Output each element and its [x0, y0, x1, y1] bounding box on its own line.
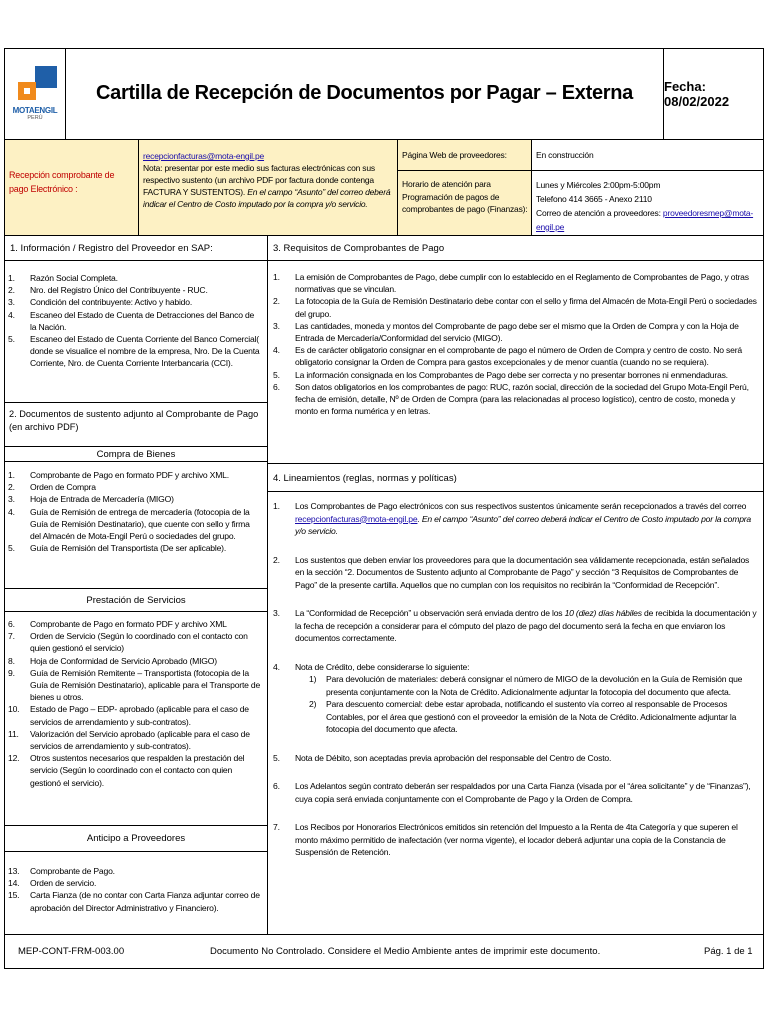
guideline-item-2: 2. Los sustentos que deben enviar los proveedores para que la documentación sea válidamente recepcionada, están señalados en la sección “2. Documentos de Sustento adjunto al Comprobante de Pago” y sección “3 Requisitos de Comprobantes de Pago” de la presente cartilla. Aquellos que no cumplan con los requisitos no recibirán la “Conformidad de Recepción”. — [273, 554, 750, 590]
compra-bienes-list — [8, 469, 262, 554]
list-item: 4. Guía de Remisión de entrega de mercadería (fotocopia de la Guía de Remisión Destinatario), que cuente con sello y firma del Almacén de Mota-Engil Perú o sociedades del grupo. — [8, 506, 250, 542]
section2-title: 2. Documentos de sustento adjunto al Comprobante de Pago (en archivo PDF) — [9, 409, 259, 432]
list-item: 2. Orden de Compra — [8, 482, 96, 493]
list-item: 3. Hoja de Entrada de Mercadería (MIGO) — [8, 494, 174, 505]
company-logo — [4, 48, 66, 139]
list-item: 1. Comprobante de Pago en formato PDF y archivo XML. — [8, 470, 229, 480]
web-label: Página Web de proveedores: — [402, 150, 507, 160]
list-item: 5. Escaneo del Estado de Cuenta Corriente del Banco Comercial( donde se visualice el nombre de la empresa, Nro. De la Cuenta Corriente, Nro. de Cuenta Corriente Interbancaria (CCI). — [8, 334, 260, 369]
list-item: 6. Comprobante de Pago en formato PDF y archivo XML — [8, 619, 227, 629]
logo-subtext: PERÚ — [27, 115, 43, 121]
page-number: Pág. 1 de 1 — [704, 946, 753, 957]
section3-title: 3. Requisitos de Comprobantes de Pago — [273, 242, 445, 254]
section4-title: 4. Lineamientos (reglas, normas y políticas) — [273, 472, 457, 484]
logo-text: MOTAENGIL — [12, 106, 58, 115]
compra-bienes-title: Compra de Bienes — [96, 448, 176, 460]
guideline-item-7: 7. Los Recibos por Honorarios Electrónicos emitidos sin retención del Impuesto a la Renta de 4ta Categoría y que superen el monto máximo permitido de inafectación (ver norma vigente), el locador deberá adjuntar una copia de la Constancia de Suspensión de Retención. — [273, 822, 738, 857]
reception-label: Recepción comprobante de pago Electrónico : — [9, 170, 115, 194]
anticipo-title: Anticipo a Proveedores — [86, 832, 186, 844]
anticipo-list — [8, 865, 262, 914]
reception-email-link[interactable]: recepcionfacturas@mota-engil.pe — [143, 151, 265, 161]
section4-content — [273, 500, 758, 859]
list-item: 9. Guía de Remisión Remitente – Transportista (fotocopia de la Guía de Remisión Destinatario), aplicable para el Transporte de bienes u otros. — [8, 667, 261, 703]
list-item: 5. Guía de Remisión del Transportista (De ser aplicable). — [8, 543, 227, 554]
schedule-hours: Lunes y Miércoles 2:00pm-5:00pm — [536, 180, 661, 190]
list-item: 3. Condición del contribuyente: Activo y habido. — [8, 297, 193, 308]
footer-notice: Documento No Controlado. Considere el Medio Ambiente antes de imprimir este documento. — [210, 946, 601, 957]
document-date: Fecha: 08/02/2022 — [664, 78, 730, 109]
section1-title: 1. Información / Registro del Proveedor en SAP: — [10, 242, 213, 254]
schedule-details — [536, 178, 762, 234]
guideline-item-3: 3. La “Conformidad de Recepción” u observación será enviada dentro de los 10 (diez) días hábiles de recibida la documentación y la fecha de recepción a considerar para el cómputo del plazo de pago del documento será la fecha en que enviaron los documentos correctamente. — [273, 608, 757, 643]
schedule-phone: Telefono 414 3665 - Anexo 2110 — [536, 194, 652, 204]
list-item: 12. Otros sustentos necesarios que respalden la prestación del servicio (Según lo coordinado con el contacto con quien gestionó el servicio). — [8, 753, 245, 788]
guideline-item-6: 6. Los Adelantos según contrato deberán ser respaldados por una Carta Fianza (visada por el “área solicitante” y de “Finanzas”), cuya copia será enviada conjuntamente con el Comprobante de Pago y la Orden de Compra. — [273, 781, 751, 804]
list-item: 4. Escaneo del Estado de Cuenta de Detracciones del Banco de la Nación. — [8, 309, 255, 332]
guideline-item-5: 5. Nota de Débito, son aceptadas previa aprobación del responsable del Centro de Costo. — [273, 752, 612, 763]
list-item: 15. Carta Fianza (de no contar con Carta Fianza adjuntar correo de aprobación del Director Administrativo y Financiero). — [8, 890, 260, 913]
servicios-title: Prestación de Servicios — [86, 594, 186, 606]
list-item: 2. La fotocopia de la Guía de Remisión Destinatario debe contar con el sello y firma del Almacén de Mota-Engil Perú o sociedades del grupo. — [273, 296, 757, 319]
schedule-contact-label: Correo de atención a proveedores: — [536, 208, 663, 218]
list-item: 10. Estado de Pago – EDP- aprobado (aplicable para el caso de servicios de arrendamiento y sub-contratos). — [8, 704, 249, 727]
guideline-item-4-sub-2: 2) Para descuento comercial: debe estar aprobada, notificando el sustento vía correo al responsable de Procesos Contables, por el área que gestionó con el proveedor la emisión de la Nota de Crédito. Adicionalmente adjuntar la fotocopia del documento que afecta. — [309, 699, 737, 734]
reception-note: Nota: presentar por este medio sus facturas electrónicas con sus respectivo sustento (un archivo PDF por factura donde contenga FACTURA Y SUSTENTOS). — [143, 163, 375, 197]
guideline-item-4: 4. Nota de Crédito, debe considerarse lo siguiente: — [273, 661, 470, 672]
list-item: 6. Son datos obligatorios en los comprobantes de pago: RUC, razón social, dirección de la sociedad del Grupo Mota-Engil Perú, fecha de emisión, detalle, Nº de Orden de Compra (para las relacionadas al proceso logístico), centro de costo, moneda y monto en forma numérica y en letras. — [273, 381, 749, 417]
servicios-list — [8, 618, 262, 789]
schedule-label: Horario de atención para Programación de pagos de comprobantes de pago (Finanzas): — [402, 179, 528, 214]
list-item: 4. Es de carácter obligatorio consignar en el comprobante de pago el número de Orden de Compra y centro de costo. No será obligatorio consignar la Orden de Compra para gastos excepcionales y de menor cuantía (cuando no se requiera). — [273, 345, 742, 368]
list-item: 8. Hoja de Conformidad de Servicio Aprobado (MIGO) — [8, 655, 217, 666]
suppliers-email-link[interactable]: proveedoresmep@mota-engil.pe — [536, 208, 754, 232]
list-item: 1. Razón Social Completa. — [8, 273, 118, 283]
list-item: 3. Las cantidades, moneda y montos del Comprobante de pago debe ser el mismo que la Orden de Compra y con la Hoja de Entrada de Mercadería/Conformidad del servicio (MIGO). — [273, 320, 739, 344]
document-code: MEP-CONT-FRM-003.00 — [18, 946, 125, 957]
list-item: 5. La información consignada en los Comprobantes de Pago debe ser correcta y no presentar borrones ni enmendaduras. — [273, 369, 728, 380]
guideline-item-1: 1. Los Comprobantes de Pago electrónicos con sus respectivos sustentos únicamente serán recepcionados a través del correo recepcionfacturas@mota-engil.pe. En el campo “Asunto” del correo deberá indicar el Centro de Costo imputado por la compra y/o servicio. — [273, 501, 752, 536]
list-item: 7. Orden de Servicio (Según lo coordinado con el contacto con quien gestionó el servicio) — [8, 631, 248, 654]
list-item: 13. Comprobante de Pago. — [8, 866, 115, 876]
reception-details — [143, 150, 393, 210]
section1-list — [8, 272, 262, 370]
reception-note-italic: En el campo “Asunto” del correo deberá indicar el Centro de Costo imputado por la compra y/o servicio. — [143, 187, 391, 209]
list-item: 2. Nro. del Registro Único del Contribuyente - RUC. — [8, 285, 208, 296]
list-item: 11. Valorización del Servicio aprobado (aplicable para el caso de servicios de arrendamiento y sub-contratos). — [8, 728, 250, 752]
web-value: En construcción — [536, 150, 594, 160]
list-item: 1. La emisión de Comprobantes de Pago, debe cumplir con lo establecido en el Reglamento de Comprobantes de Pago, y otras normativas que se vinculan. — [273, 272, 749, 295]
guideline-email-link[interactable]: recepcionfacturas@mota-engil.pe — [295, 513, 418, 524]
section3-list — [273, 271, 758, 417]
list-item: 14. Orden de servicio. — [8, 878, 97, 889]
page-title: Cartilla de Recepción de Documentos por Pagar – Externa — [66, 48, 664, 139]
guideline-item-4-sub-1: 1) Para devolución de materiales: deberá consignar el número de MIGO de la devolución en la Guía de Remisión que presenta conjuntamente con la Nota de Crédito. Adicionalmente adjuntar la fotocopia del documento que afecta. — [309, 674, 743, 697]
